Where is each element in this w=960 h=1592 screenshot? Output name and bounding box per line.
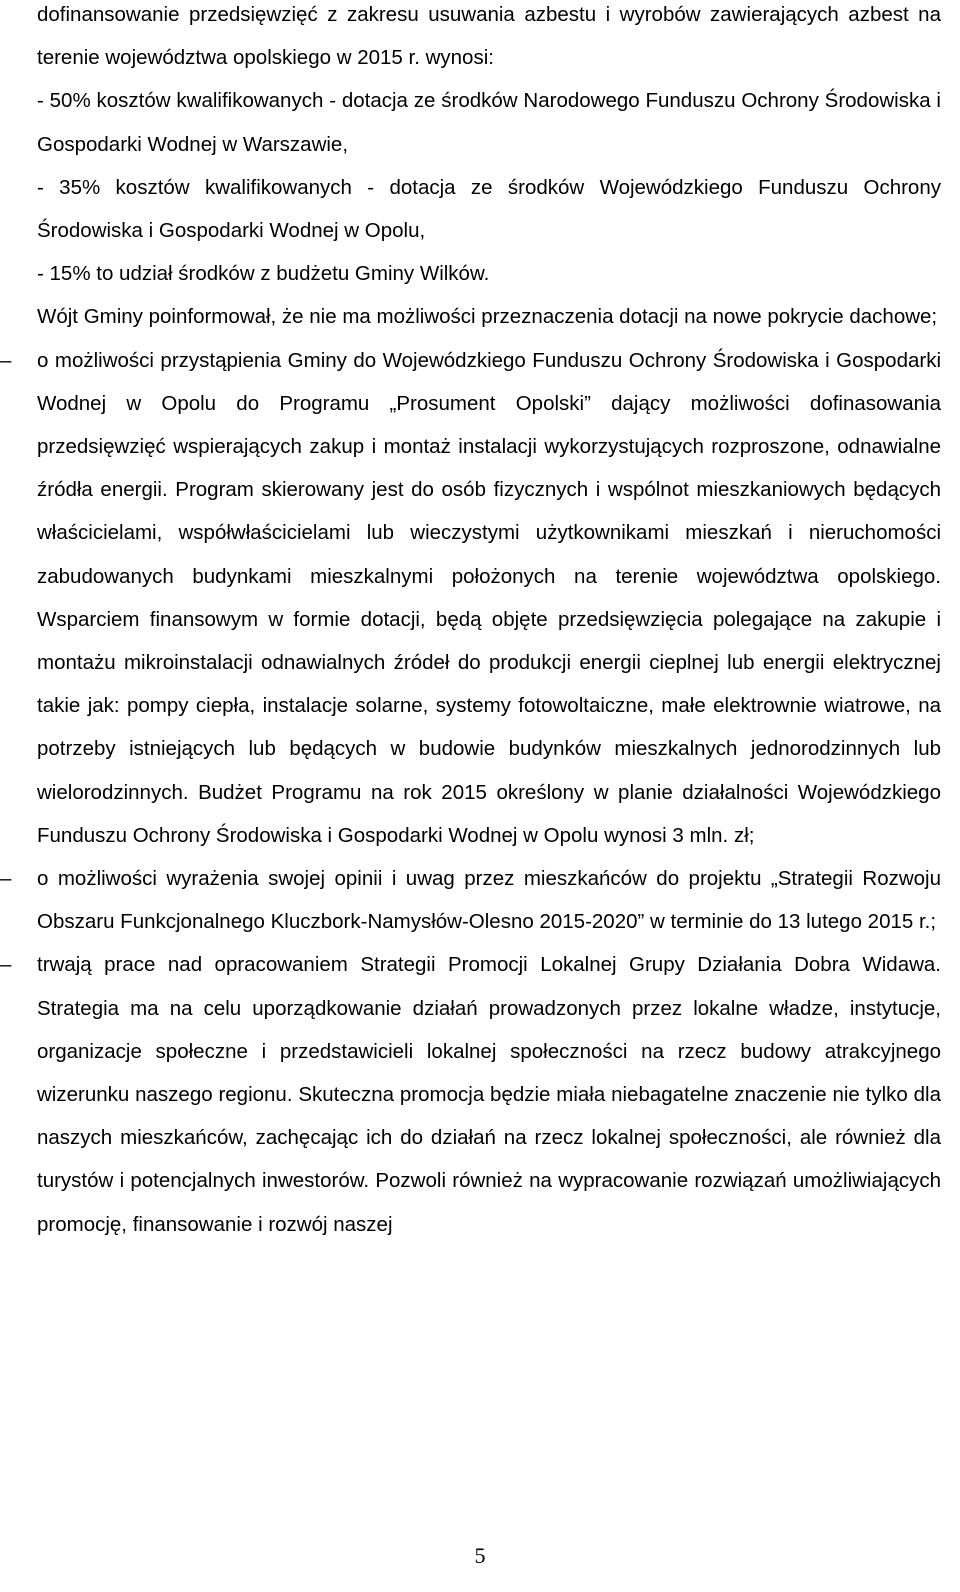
paragraph-text: dofinansowanie przedsięwzięć z zakresu usuwania azbestu i wyrobów zawierających azbest na terenie województwa opolskiego w 2015 r. wynosi: [37,3,941,70]
paragraph-text: o możliwości przystąpienia Gminy do Wojewódzkiego Funduszu Ochrony Środowiska i Gospodarki Wodnej w Opolu do Programu „Prosument Opolski” dający możliwości dofinasowania przedsięwzięć wspierających zakup i montaż instalacji wykorzystujących rozproszone, odnawialne źródła energii. Program skierowany jest do osób fizycznych i wspólnot mieszkaniowych będących właścicielami, współwłaścicielami lub wieczystymi użytkownikami mieszkań i nieruchomości zabudowanych budynkami mieszkalnymi położonych na terenie województwa opolskiego. Wsparciem finansowym w formie dotacji, będą objęte przedsięwzięcia polegające na zakupie i montażu mikroinstalacji odnawialnych źródeł do produkcji energii cieplnej lub energii elektrycznej takie jak: pompy ciepła, instalacje solarne, systemy fotowoltaiczne, małe elektrownie wiatrowe, na potrzeby istniejących lub będących w budowie budynków mieszkalnych jednorodzinnych lub wielorodzinnych. Budżet Programu na rok 2015 określony w planie działalności Wojewódzkiego Funduszu Ochrony Środowiska i Gospodarki Wodnej w Opolu wynosi 3 mln. zł; [37,348,941,847]
list-item-prosument [0,339,941,857]
list-bullet-dash: – [0,953,12,977]
list-item-strategy-opinion [0,857,941,943]
paragraph-text: - 35% kosztów kwalifikowanych - dotacja ze środków Wojewódzkiego Funduszu Ochrony Środowiska i Gospodarki Wodnej w Opolu, [37,175,941,243]
paragraph-text: o możliwości wyrażenia swojej opinii i uwag przez mieszkańców do projektu „Strategii Rozwoju Obszaru Funkcjonalnego Kluczbork-Namysłów-Olesno 2015-2020” w terminie do 13 lutego 2015 r.; [37,867,941,934]
page-number: 5 [474,1543,486,1568]
paragraph-funding-50 [37,79,941,165]
list-bullet-dash: – [0,348,12,372]
paragraph-text: trwają prace nad opracowaniem Strategii Promocji Lokalnej Grupy Działania Dobra Widawa. Strategia ma na celu uporządkowanie działań prowadzonych przez lokalne władze, instytucje, organizacje społeczne i przedstawicieli lokalnej społeczności na rzecz budowy atrakcyjnego wizerunku naszego regionu. Skuteczna promocja będzie miała niebagatelne znaczenie nie tylko dla naszych mieszkańców, zachęcając ich do działań na rzecz lokalnej społeczności, ale również dla turystów i potencjalnych inwestorów. Pozwoli również na wypracowanie rozwiązań umożliwiających promocję, finansowanie i rozwój naszej [37,953,941,1236]
paragraph-text: Wójt Gminy poinformował, że nie ma możliwości przeznaczenia dotacji na nowe pokrycie dachowe; [37,305,938,329]
paragraph-text: - 50% kosztów kwalifikowanych - dotacja ze środków Narodowego Funduszu Ochrony Środowiska i Gospodarki Wodnej w Warszawie, [37,89,941,156]
paragraph-funding-15 [37,252,941,295]
list-bullet-dash: – [0,867,12,891]
paragraph-roofing-note [37,295,941,338]
paragraph-text: - 15% to udział środków z budżetu Gminy Wilków. [37,262,490,286]
paragraph-asbestos-intro [37,0,941,79]
list-item-promotion-strategy [0,943,941,1245]
paragraph-funding-35 [37,166,941,252]
